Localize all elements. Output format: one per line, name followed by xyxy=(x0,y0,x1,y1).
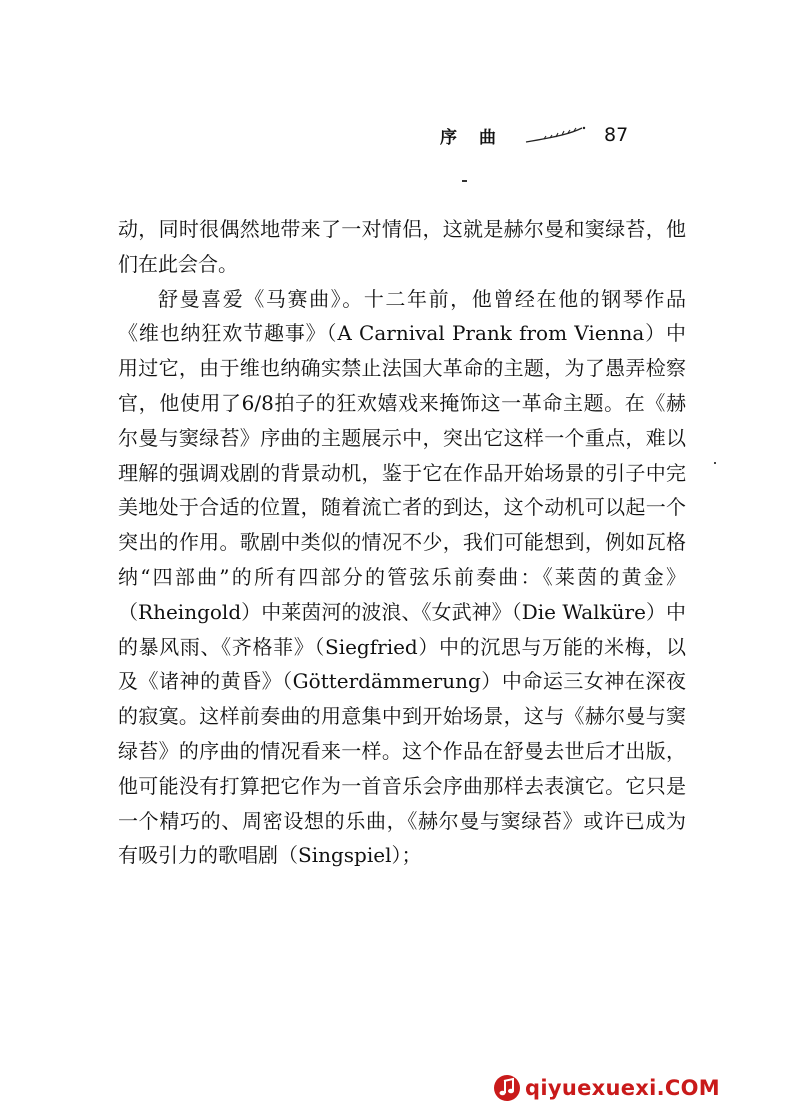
paragraph-2: 舒曼喜爱《马赛曲》。十二年前，他曾经在他的钢琴作品《维也纳狂欢节趣事》（A Carnival Prank from Vienna）中用过它，由于维也纳确实禁止法国大革命的主题，为了愚弄检察官，他使用了6/8拍子的狂欢嬉戏来掩饰这一革命主题。在《赫尔曼与窦绿苔》序曲的主题展示中，突出它这样一个重点，难以理解的强调戏剧的背景动机，鉴于它在作品开始场景的引子中完美地处于合适的位置，随着流亡者的到达，这个动机可以起一个突出的作用。歌剧中类似的情况不少，我们可能想到，例如瓦格纳“四部曲”的所有四部分的管弦乐前奏曲：《莱茵的黄金》（Rheingold）中莱茵河的波浪、《女武神》（Die Walküre）中的暴风雨、《齐格菲》（Siegfried）中的沉思与万能的米梅，以及《诸神的黄昏》（Götterdämmerung）中命运三女神在深夜的寂寞。这样前奏曲的用意集中到开始场景，这与《赫尔曼与窦绿苔》的序曲的情况看来一样。这个作品在舒曼去世后才出版，他可能没有打算把它作为一首音乐会序曲那样去表演它。它只是一个精巧的、周密设想的乐曲，《赫尔曼与窦绿苔》或许已成为有吸引力的歌唱剧（Singspiel）； xyxy=(118,286,686,868)
paragraph-1: 动，同时很偶然地带来了一对情侣，这就是赫尔曼和窦绿苔，他们在此会合。 xyxy=(118,217,686,276)
margin-speck xyxy=(714,462,716,464)
page-number: 87 xyxy=(604,124,629,146)
music-note-icon xyxy=(492,1073,522,1103)
body-text xyxy=(118,212,686,873)
site-watermark xyxy=(492,1070,720,1106)
running-header xyxy=(440,120,700,150)
header-dot-mark xyxy=(462,180,467,182)
watermark-text: qiyuexuexi.COM xyxy=(525,1076,720,1100)
flourish-ornament-icon xyxy=(524,125,588,145)
section-title: 序曲 xyxy=(440,127,518,148)
